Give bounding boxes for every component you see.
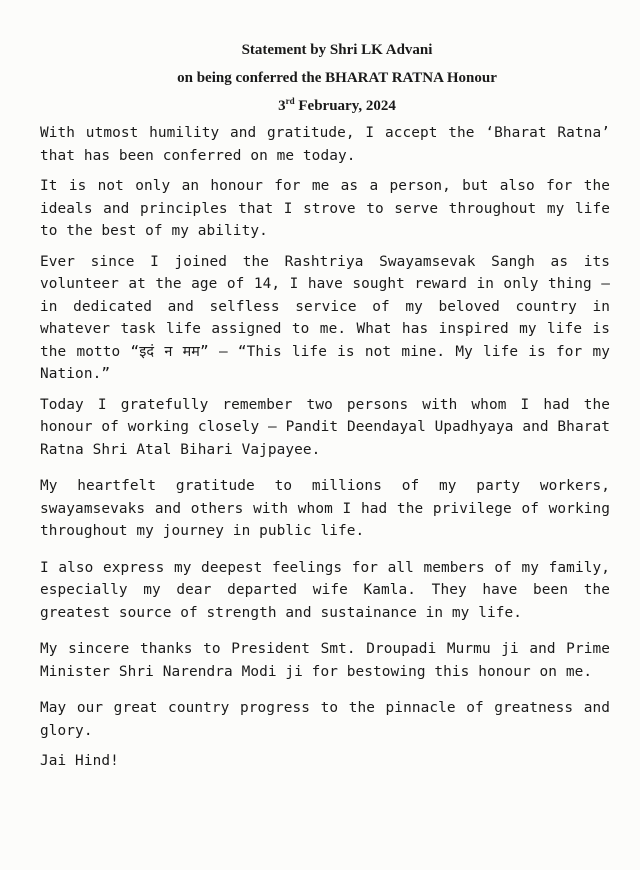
date-suffix: rd [285, 96, 295, 106]
paragraph-country: May our great country progress to the pinnacle of greatness and glory. [40, 700, 610, 739]
paragraph-gratitude-workers: My heartfelt gratitude to millions of my party workers, swayamsevaks and others with whom I had the privilege of working throughout my journey in public life. [40, 478, 610, 539]
paragraph-family: I also express my deepest feelings for all members of my family, especially my dear departed wife Kamla. They have been the greatest source of strength and sustainance in my life. [40, 559, 610, 621]
paragraph-honour: It is not only an honour for me as a person, but also for the ideals and principles that I strove to serve throughout my life to the best of my ability. [40, 178, 610, 239]
paragraph-thanks: My sincere thanks to President Smt. Droupadi Murmu ji and Prime Minister Shri Narendra Modi ji for bestowing this honour on me. [40, 641, 610, 680]
paragraph-rss: Ever since I joined the Rashtriya Swayamsevak Sangh as its volunteer at the age of 14, I have sought reward in only thing – in dedicated and selfless service of my beloved country in whatever task life assigned to me. What has inspired my life is the motto “इदं न मम” – “This life is not mine. My life is for my Nation.” [40, 253, 610, 382]
document-title: Statement by Shri LK Advani [241, 42, 433, 58]
date-rest: February, 2024 [294, 98, 396, 114]
document-header [40, 36, 610, 120]
signoff: Jai Hind! [40, 753, 119, 769]
document-date [64, 92, 610, 120]
statement-body [40, 122, 610, 773]
paragraph-remembrance: Today I gratefully remember two persons with whom I had the honour of working closely – Pandit Deendayal Upadhyaya and Bharat Ratna Shri Atal Bihari Vajpayee. [40, 396, 610, 458]
document-subtitle: on being conferred the BHARAT RATNA Honour [177, 70, 497, 86]
date-day: 3 [278, 98, 286, 114]
paragraph-acceptance: With utmost humility and gratitude, I accept the ‘Bharat Ratna’ that has been conferred on me today. [40, 125, 610, 164]
